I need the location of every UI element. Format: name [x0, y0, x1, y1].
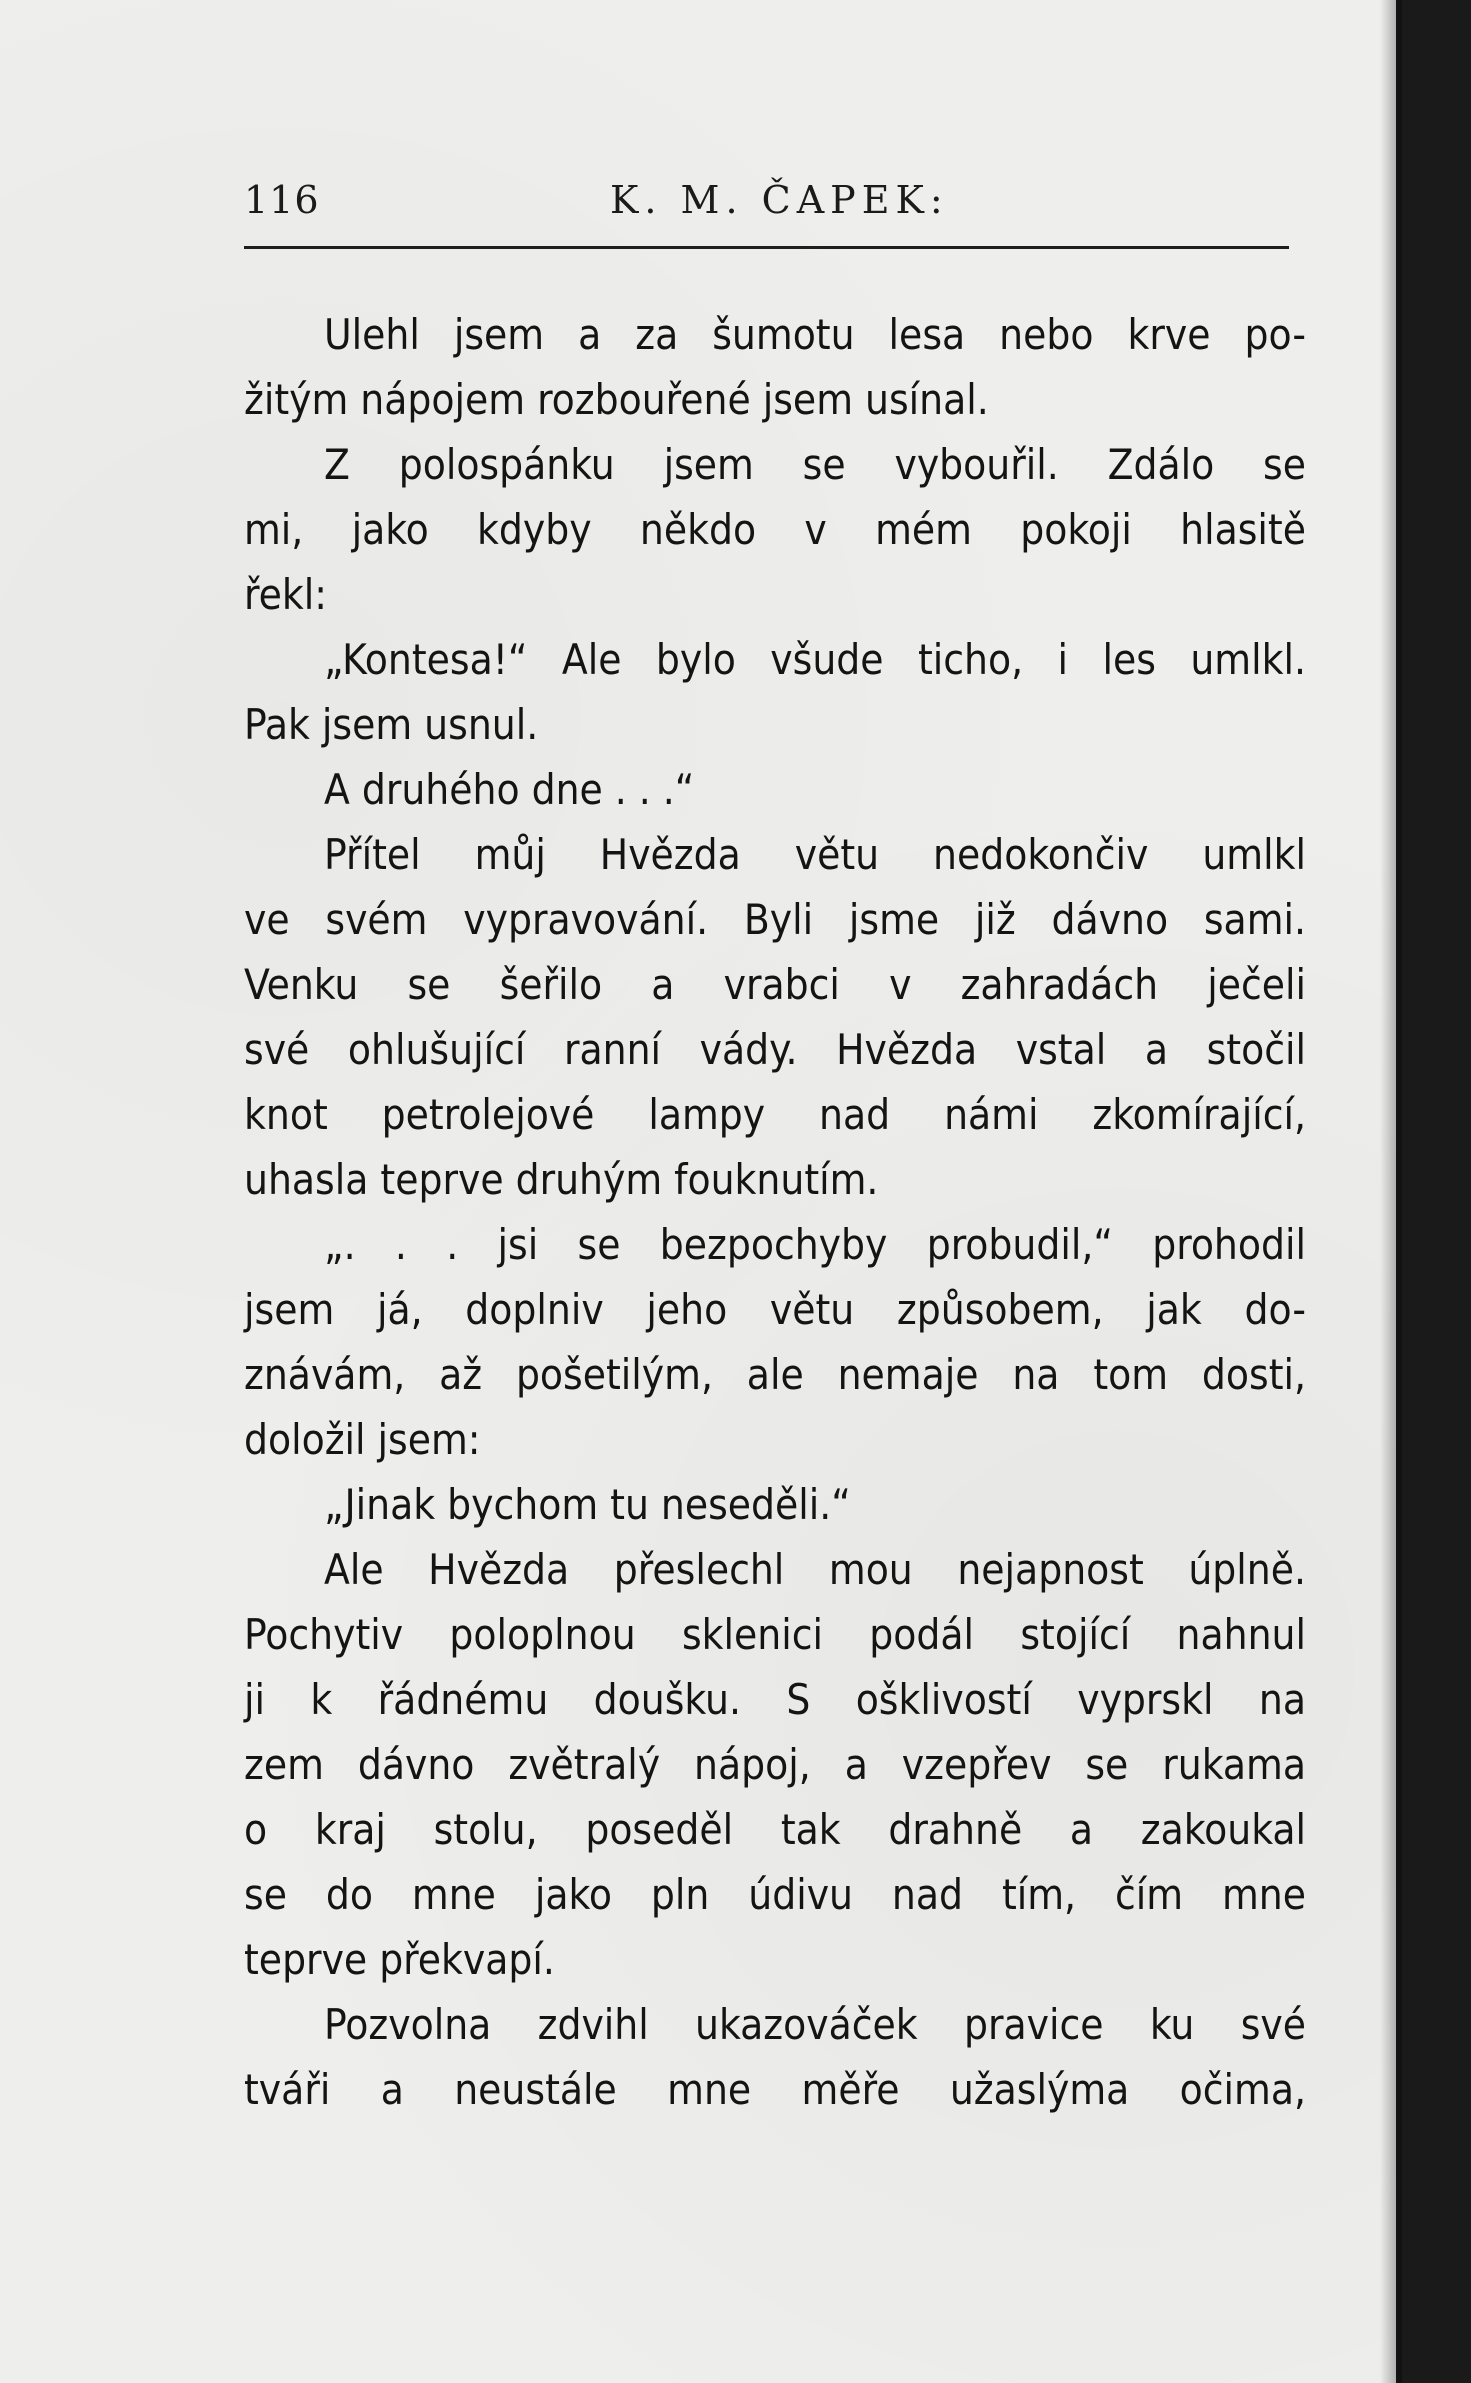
- text-line: řekl:: [244, 570, 327, 619]
- text-line: ji k řádnému doušku. S ošklivostí vyprskl na: [244, 1675, 1306, 1724]
- text-line: A druhého dne . . .“: [324, 765, 695, 814]
- text-line: doložil jsem:: [244, 1415, 481, 1464]
- text-line: mi, jako kdyby někdo v mém pokoji hlasitě: [244, 505, 1306, 554]
- running-head: K. M. ČAPEK:: [610, 178, 949, 222]
- text-line: se do mne jako pln údivu nad tím, čím mne: [244, 1870, 1306, 1919]
- text-line: zem dávno zvětralý nápoj, a vzepřev se rukama: [244, 1740, 1306, 1789]
- page-number: 116: [244, 178, 320, 222]
- text-line: o kraj stolu, poseděl tak drahně a zakoukal: [244, 1805, 1306, 1854]
- text-line: knot petrolejové lampy nad námi zkomírající,: [244, 1090, 1306, 1139]
- text-line: Venku se šeřilo a vrabci v zahradách ječeli: [244, 960, 1306, 1009]
- text-line: žitým nápojem rozbouřené jsem usínal.: [244, 375, 989, 424]
- text-line: ve svém vypravování. Byli jsme již dávno sami.: [244, 895, 1306, 944]
- text-line: „. . . jsi se bezpochyby probudil,“ prohodil: [324, 1220, 1306, 1269]
- text-line: znávám, až pošetilým, ale nemaje na tom dosti,: [244, 1350, 1306, 1399]
- page-edge-shadow: [1380, 0, 1402, 2383]
- text-line: „Jinak bychom tu neseděli.“: [324, 1480, 851, 1529]
- text-line: jsem já, doplniv jeho větu způsobem, jak do-: [244, 1285, 1306, 1334]
- page-header: [244, 178, 1289, 238]
- header-rule: [244, 246, 1289, 249]
- text-line: Ulehl jsem a za šumotu lesa nebo krve po-: [324, 310, 1306, 359]
- text-line: tváři a neustále mne měře užaslýma očima,: [244, 2065, 1306, 2114]
- text-line: Pochytiv poloplnou sklenici podál stojící nahnul: [244, 1610, 1306, 1659]
- text-line: Přítel můj Hvězda větu nedokončiv umlkl: [324, 830, 1306, 879]
- text-line: Z polospánku jsem se vybouřil. Zdálo se: [324, 440, 1306, 489]
- body-text: [244, 302, 1306, 2122]
- text-line: Ale Hvězda přeslechl mou nejapnost úplně.: [324, 1545, 1306, 1594]
- text-line: své ohlušující ranní vády. Hvězda vstal a stočil: [244, 1025, 1306, 1074]
- text-line: uhasla teprve druhým fouknutím.: [244, 1155, 879, 1204]
- text-line: teprve překvapí.: [244, 1935, 555, 1984]
- text-line: Pozvolna zdvihl ukazováček pravice ku své: [324, 2000, 1306, 2049]
- text-line: Pak jsem usnul.: [244, 700, 539, 749]
- text-line: „Kontesa!“ Ale bylo všude ticho, i les umlkl.: [324, 635, 1306, 684]
